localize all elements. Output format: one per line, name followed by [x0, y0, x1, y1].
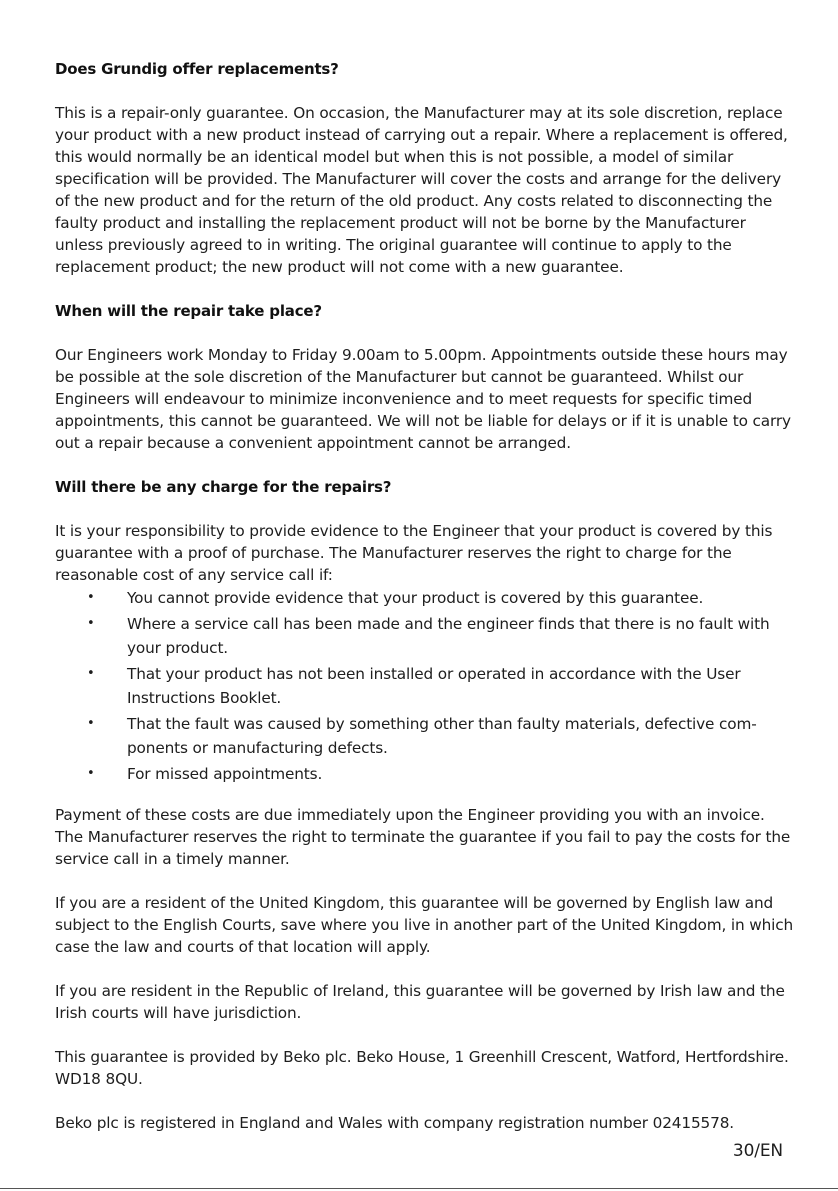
heading-charges: Will there be any charge for the repairs? — [55, 478, 392, 496]
paragraph-payment: Payment of these costs are due immediately upon the Engineer providing you with an invoice. The Manufacturer reserves the right to terminate the guarantee if you fail to pay the costs for the service call in a timely manner. — [55, 806, 791, 868]
bottom-divider — [0, 1188, 838, 1189]
list-item-text: That your product has not been installed or operated in accordance with the User Instructions Booklet. — [127, 665, 741, 707]
list-item — [55, 762, 795, 786]
bullet-icon: • — [87, 590, 95, 605]
paragraph-charges-intro: It is your responsibility to provide evidence to the Engineer that your product is covered by this guarantee with a proof of purchase. The Manufacturer reserves the right to charge for the reasonable cost of any service call if: — [55, 522, 773, 584]
bullet-icon: • — [87, 666, 95, 681]
paragraph-uk-law: If you are a resident of the United Kingdom, this guarantee will be governed by English law and subject to the English Courts, save where you live in another part of the United Kingdom, in which case the law and courts of that location will apply. — [55, 894, 794, 956]
list-item — [55, 662, 795, 710]
document-body — [55, 58, 795, 1156]
paragraph-provider-address: This guarantee is provided by Beko plc. Beko House, 1 Greenhill Crescent, Watford, Hertfordshire. WD18 8QU. — [55, 1048, 789, 1088]
list-item — [55, 612, 795, 660]
bullet-icon: • — [87, 616, 95, 631]
heading-repair-time: When will the repair take place? — [55, 302, 322, 320]
paragraph-ireland-law: If you are resident in the Republic of Ireland, this guarantee will be governed by Irish law and the Irish courts will have jurisdiction. — [55, 982, 785, 1022]
list-item-text: That the fault was caused by something other than faulty materials, defective com-ponents or manufacturing defects. — [127, 715, 757, 757]
paragraph-replacements: This is a repair-only guarantee. On occasion, the Manufacturer may at its sole discretion, replace your product with a new product instead of carrying out a repair. Where a replacement is offered, this would normally be an identical model but when this is not possible, a model of similar specification will be provided. The Manufacturer will cover the costs and arrange for the delivery of the new product and for the return of the old product. Any costs related to disconnecting the faulty product and installing the replacement product will not be borne by the Manufacturer unless previously agreed to in writing. The original guarantee will continue to apply to the replacement product; the new product will not come with a new guarantee. — [55, 104, 788, 276]
bullet-icon: • — [87, 766, 95, 781]
page-number: 30/EN — [732, 1141, 783, 1161]
list-item-text: Where a service call has been made and the engineer finds that there is no fault with your product. — [127, 615, 770, 657]
bullet-icon: • — [87, 716, 95, 731]
charge-conditions-list — [55, 586, 795, 786]
list-item-text: For missed appointments. — [127, 765, 323, 783]
list-item — [55, 586, 795, 610]
paragraph-repair-time: Our Engineers work Monday to Friday 9.00am to 5.00pm. Appointments outside these hours may be possible at the sole discretion of the Manufacturer but cannot be guaranteed. Whilst our Engineers will endeavour to minimize inconvenience and to meet requests for specific timed appointments, this cannot be guaranteed. We will not be liable for delays or if it is unable to carry out a repair because a convenient appointment cannot be arranged. — [55, 346, 791, 452]
list-item — [55, 712, 795, 760]
heading-replacements: Does Grundig offer replacements? — [55, 60, 339, 78]
paragraph-registration: Beko plc is registered in England and Wales with company registration number 02415578. — [55, 1114, 735, 1132]
list-item-text: You cannot provide evidence that your product is covered by this guarantee. — [127, 589, 704, 607]
